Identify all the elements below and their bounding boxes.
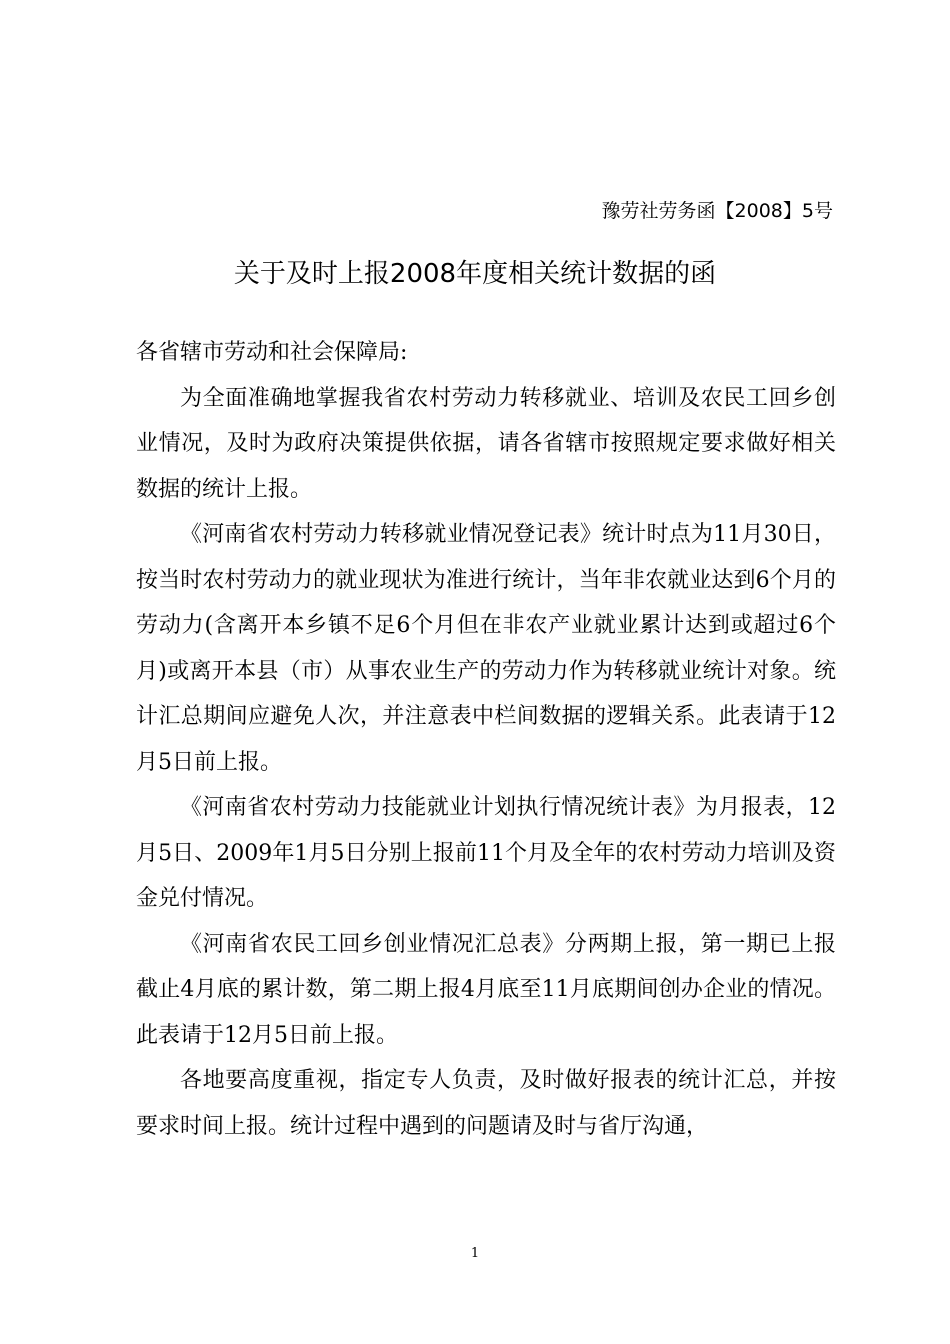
paragraph-transfer-employment-form: 《河南省农村劳动力转移就业情况登记表》统计时点为11月30日，按当时农村劳动力的就业现状为准进行统计，当年非农就业达到6个月的劳动力(含离开本乡镇不足6个月但在非农产业就业累计达到或超过6个月)或离开本县（市）从事农业生产的劳动力作为转移就业统计对象。统计汇总期间应避免人次，并注意表中栏间数据的逻辑关系。此表请于12月5日前上报。 — [136, 522, 836, 775]
paragraph-return-entrepreneurship-form: 《河南省农民工回乡创业情况汇总表》分两期上报，第一期已上报截止4月底的累计数，第二期上报4月底至11月底期间创办企业的情况。此表请于12月5日前上报。 — [136, 931, 836, 1048]
salutation: 各省辖市劳动和社会保障局: — [136, 340, 408, 365]
paragraph-requirements: 各地要高度重视，指定专人负责，及时做好报表的统计汇总，并按要求时间上报。统计过程中遇到的问题请及时与省厅沟通， — [136, 1068, 836, 1139]
page-number: 1 — [470, 1246, 480, 1261]
paragraph-purpose: 为全面准确地掌握我省农村劳动力转移就业、培训及农民工回乡创业情况，及时为政府决策提供依据，请各省辖市按照规定要求做好相关数据的统计上报。 — [136, 385, 836, 502]
document-number: 豫劳社劳务函【2008】5号 — [601, 200, 833, 222]
document-body — [136, 330, 836, 1149]
document-title: 关于及时上报2008年度相关统计数据的函 — [233, 259, 717, 289]
paragraph-skills-training-form: 《河南省农村劳动力技能就业计划执行情况统计表》为月报表，12月5日、2009年1月5日分别上报前11个月及全年的农村劳动力培训及资金兑付情况。 — [136, 795, 836, 911]
